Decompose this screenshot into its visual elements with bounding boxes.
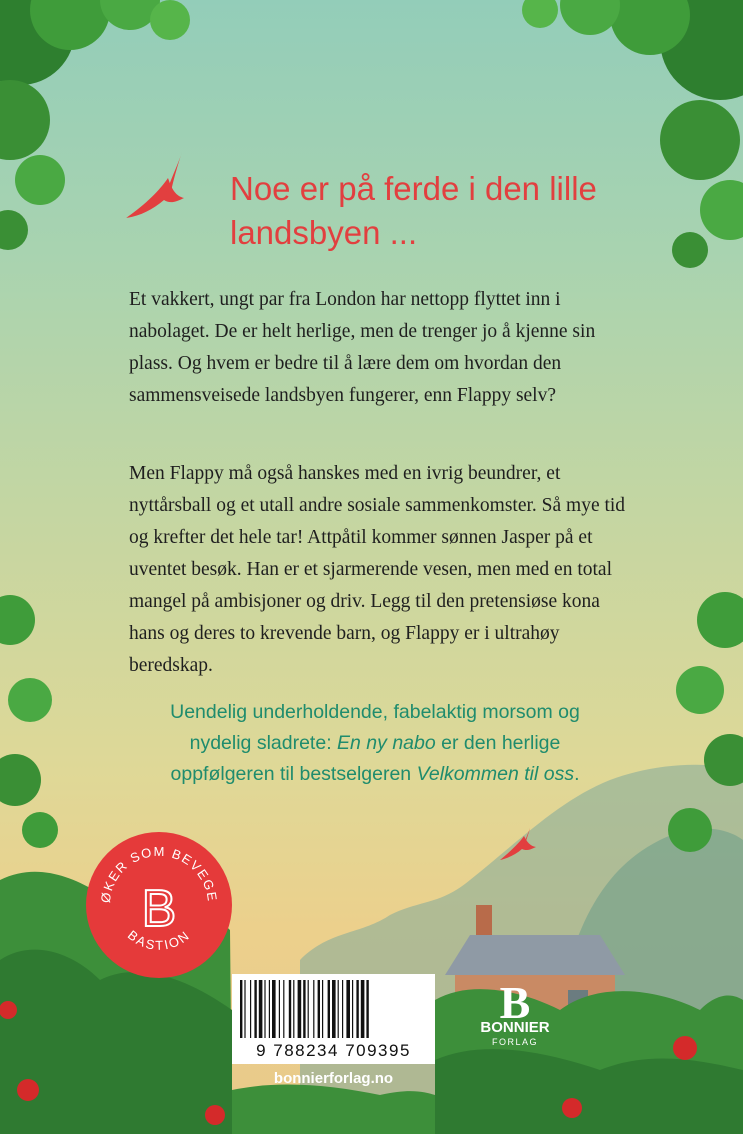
badge-top-text: ØKER SOM BEVEGE	[97, 843, 221, 904]
bastion-badge-graphic	[86, 832, 232, 978]
barcode-bar	[366, 980, 368, 1038]
review-text-2: er den herlige oppfølgeren til bestselgeren	[170, 732, 561, 785]
review-title-1: En ny nabo	[337, 732, 436, 754]
barcode-bar	[346, 980, 350, 1038]
barcode-bar	[308, 980, 309, 1038]
barcode-bar	[283, 980, 284, 1038]
barcode-bar	[328, 980, 330, 1038]
badge-bottom-text: BASTION	[124, 927, 194, 953]
barcode-bar	[352, 980, 353, 1038]
barcode-bar	[279, 980, 280, 1038]
barcode-bar	[254, 980, 256, 1038]
barcode-bar	[293, 980, 294, 1038]
publisher-name: BONNIER	[480, 1019, 550, 1036]
tagline: Noe er på ferde i den lille landsbyen ...	[230, 170, 597, 251]
barcode-bar	[342, 980, 343, 1038]
barcode-bar	[289, 980, 291, 1038]
barcode	[232, 974, 435, 1064]
publisher-url: bonnierforlag.no	[273, 1070, 394, 1087]
blurb-paragraph-1: Et vakkert, ungt par fra London har nettopp flyttet inn i nabolaget. De er helt herlige, men de trenger jo å kjenne sin plass. Og hvem er bedre til å lære dem om hvordan den sammensveisede landsbyen fungerer, enn Flappy selv?	[129, 289, 596, 406]
barcode-bar	[250, 980, 251, 1038]
isbn-number: 9 788234 709395	[256, 1041, 411, 1060]
bastion-badge	[86, 832, 232, 978]
barcode-bar	[332, 980, 336, 1038]
review-quote	[140, 697, 610, 790]
swallow-bird-icon	[126, 152, 184, 218]
barcode-bar	[264, 980, 265, 1038]
publisher-sub: FORLAG	[491, 1037, 538, 1047]
review-text-1: Uendelig underholdende, fabelaktig morsom og nydelig sladrete:	[170, 701, 580, 754]
barcode-bar	[318, 980, 320, 1038]
barcode-bar	[313, 980, 314, 1038]
barcode-bar	[303, 980, 305, 1038]
barcode-bar	[322, 980, 323, 1038]
barcode-bar	[338, 980, 339, 1038]
svg-text:B: B	[499, 977, 531, 1022]
barcode-bar	[298, 980, 302, 1038]
badge-letter: B	[141, 880, 177, 938]
barcode-bar	[240, 980, 242, 1038]
barcode-bars	[232, 974, 435, 1044]
barcode-bar	[244, 980, 245, 1038]
barcode-bar	[269, 980, 270, 1038]
barcode-bar	[259, 980, 263, 1038]
barcode-bar	[272, 980, 276, 1038]
review-title-2: Velkommen til oss	[416, 763, 575, 785]
review-text-3: .	[574, 763, 580, 785]
barcode-bar	[356, 980, 358, 1038]
bonnier-logo-icon	[485, 976, 545, 1022]
blurb-paragraph-2: Men Flappy må også hanskes med en ivrig beundrer, et nyttårsball og et utall andre sosiale sammenkomster. Så mye tid og krefter det hele tar! Attpåtil kommer sønnen Jasper på et uventet besøk. Han er et sjarmerende vesen, men med en total mangel på ambisjoner og driv. Legg til den pretensiøse kona hans og deres to krevende barn, og Flappy er i ultrahøy beredskap.	[129, 463, 626, 676]
barcode-bar	[361, 980, 365, 1038]
